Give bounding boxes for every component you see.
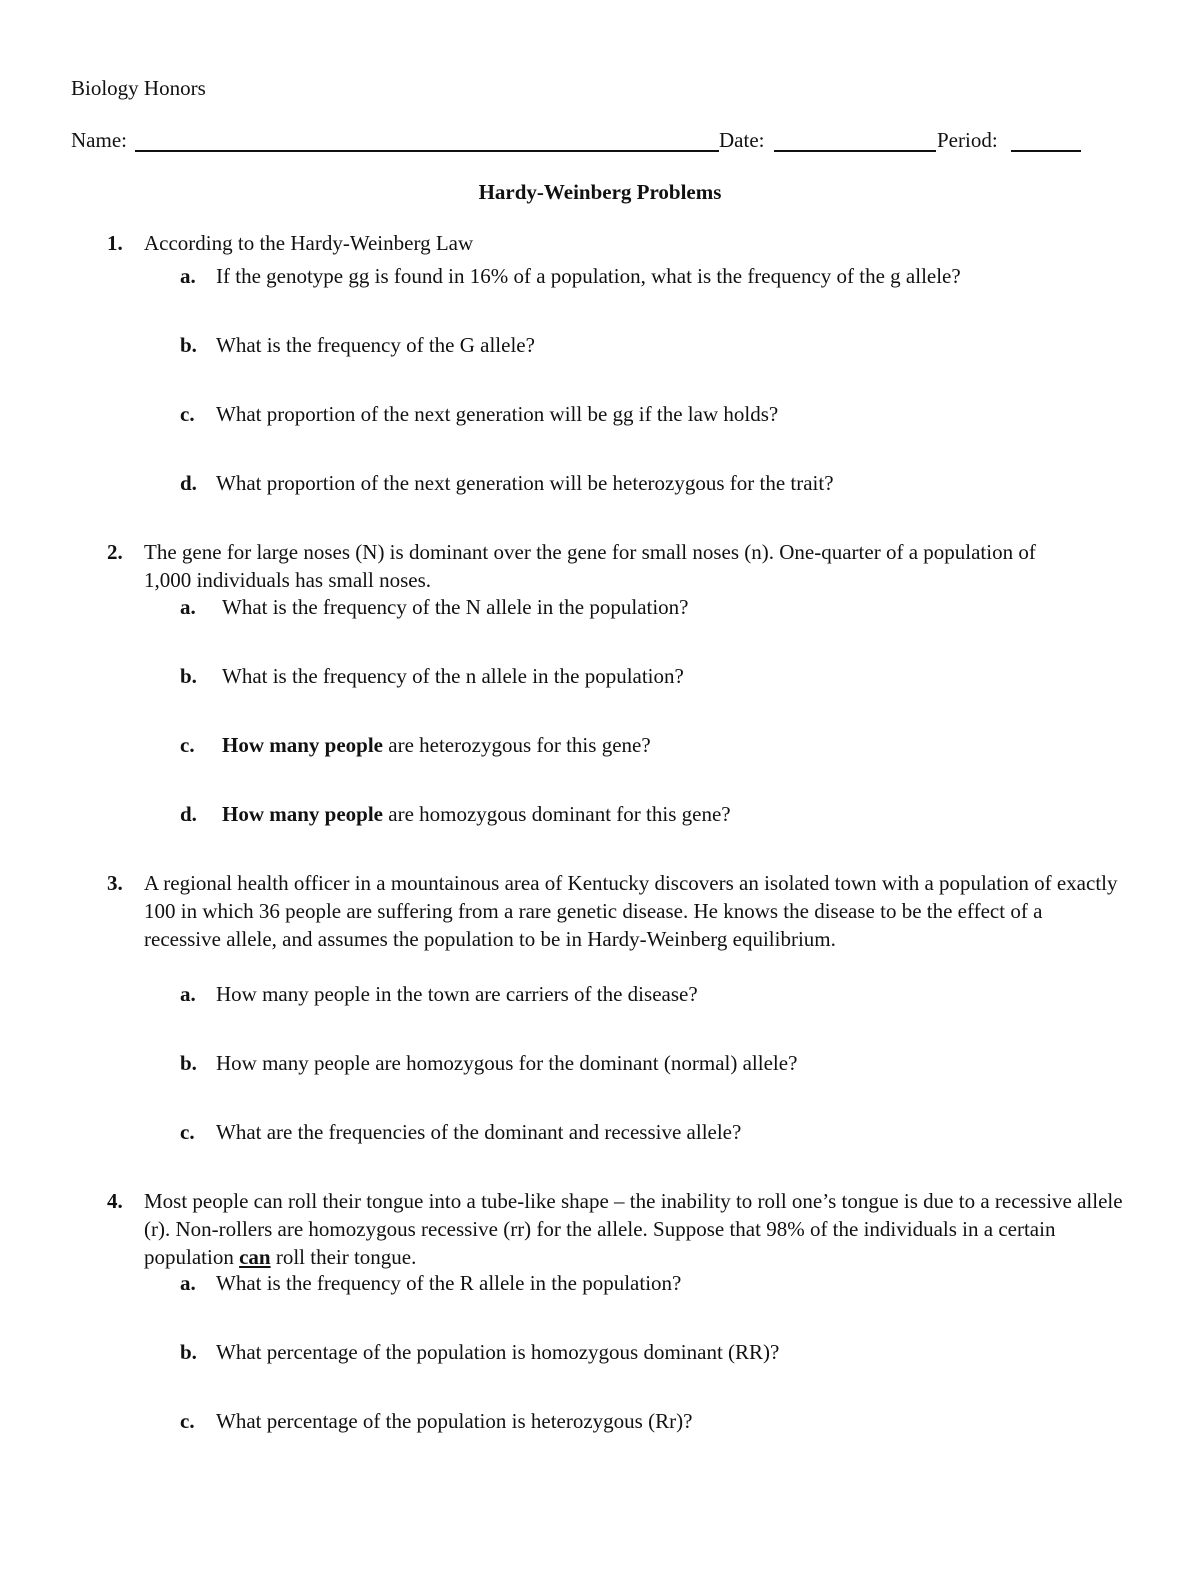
part-text: What is the frequency of the N allele in the population? <box>222 595 689 619</box>
part-letter: b. <box>180 333 197 357</box>
question-stem: The gene for large noses (N) is dominant over the gene for small noses (n). One-quarter of a population of 1,000 individuals has small noses. <box>144 540 1036 592</box>
part-text: What is the frequency of the R allele in the population? <box>216 1271 682 1295</box>
stem-text: Most people can roll their tongue into a tube-like shape – the inability to roll one’s tongue is due to a recessive allele (r). Non-rollers are homozygous recessive (rr) for the allele. Suppose that 98% of the individuals in a certain population <box>144 1189 1123 1269</box>
part-letter: a. <box>180 982 196 1006</box>
part-text: What are the frequencies of the dominant and recessive allele? <box>216 1120 742 1144</box>
question-stem: A regional health officer in a mountainous area of Kentucky discovers an isolated town with a population of exactly 100 in which 36 people are suffering from a rare genetic disease. He knows the disease to be the effect of a recessive allele, and assumes the population to be in Hardy-Weinberg equilibrium. <box>144 871 1118 951</box>
part-text-rest: are heterozygous for this gene? <box>383 733 651 757</box>
name-label: Name: <box>71 128 127 152</box>
stem-text-end: roll their tongue. <box>270 1245 417 1269</box>
part-letter: c. <box>180 1120 195 1144</box>
part-letter: a. <box>180 264 196 288</box>
part-text: How many people in the town are carriers of the disease? <box>216 982 698 1006</box>
course-name: Biology Honors <box>71 76 206 100</box>
name-blank-line <box>135 150 719 152</box>
emphasis-can: can <box>239 1245 271 1269</box>
date-blank-line <box>774 150 936 152</box>
worksheet-title: Hardy-Weinberg Problems <box>478 180 722 204</box>
part-text: What proportion of the next generation will be gg if the law holds? <box>216 402 779 426</box>
part-letter: c. <box>180 402 195 426</box>
part-letter: d. <box>180 471 197 495</box>
part-letter: b. <box>180 1340 197 1364</box>
date-label: Date: <box>719 128 765 152</box>
part-letter: a. <box>180 1271 196 1295</box>
emphasis-text: How many people <box>222 733 384 757</box>
part-text-rest: are homozygous dominant for this gene? <box>383 802 731 826</box>
part-text <box>222 731 651 759</box>
part-text: What is the frequency of the G allele? <box>216 333 535 357</box>
period-label: Period: <box>937 128 998 152</box>
student-info-row <box>71 126 1081 156</box>
part-letter: d. <box>180 802 197 826</box>
question-stem: According to the Hardy-Weinberg Law <box>144 231 474 255</box>
part-text: How many people are homozygous for the dominant (normal) allele? <box>216 1051 798 1075</box>
question-number: 2. <box>107 540 123 564</box>
part-letter: c. <box>180 1409 195 1433</box>
part-letter: a. <box>180 595 196 619</box>
period-blank-line <box>1011 150 1081 152</box>
question-number: 1. <box>107 231 123 255</box>
question-number: 3. <box>107 871 123 895</box>
part-text: If the genotype gg is found in 16% of a population, what is the frequency of the g allele? <box>216 264 961 288</box>
part-letter: c. <box>180 733 195 757</box>
part-letter: b. <box>180 664 197 688</box>
question-number: 4. <box>107 1189 123 1213</box>
part-text: What proportion of the next generation will be heterozygous for the trait? <box>216 471 834 495</box>
part-text: What percentage of the population is homozygous dominant (RR)? <box>216 1340 780 1364</box>
emphasis-text: How many people <box>222 802 384 826</box>
part-text: What is the frequency of the n allele in the population? <box>222 664 684 688</box>
part-text <box>222 800 731 828</box>
part-letter: b. <box>180 1051 197 1075</box>
part-text: What percentage of the population is heterozygous (Rr)? <box>216 1409 693 1433</box>
question-stem <box>144 1187 1124 1271</box>
